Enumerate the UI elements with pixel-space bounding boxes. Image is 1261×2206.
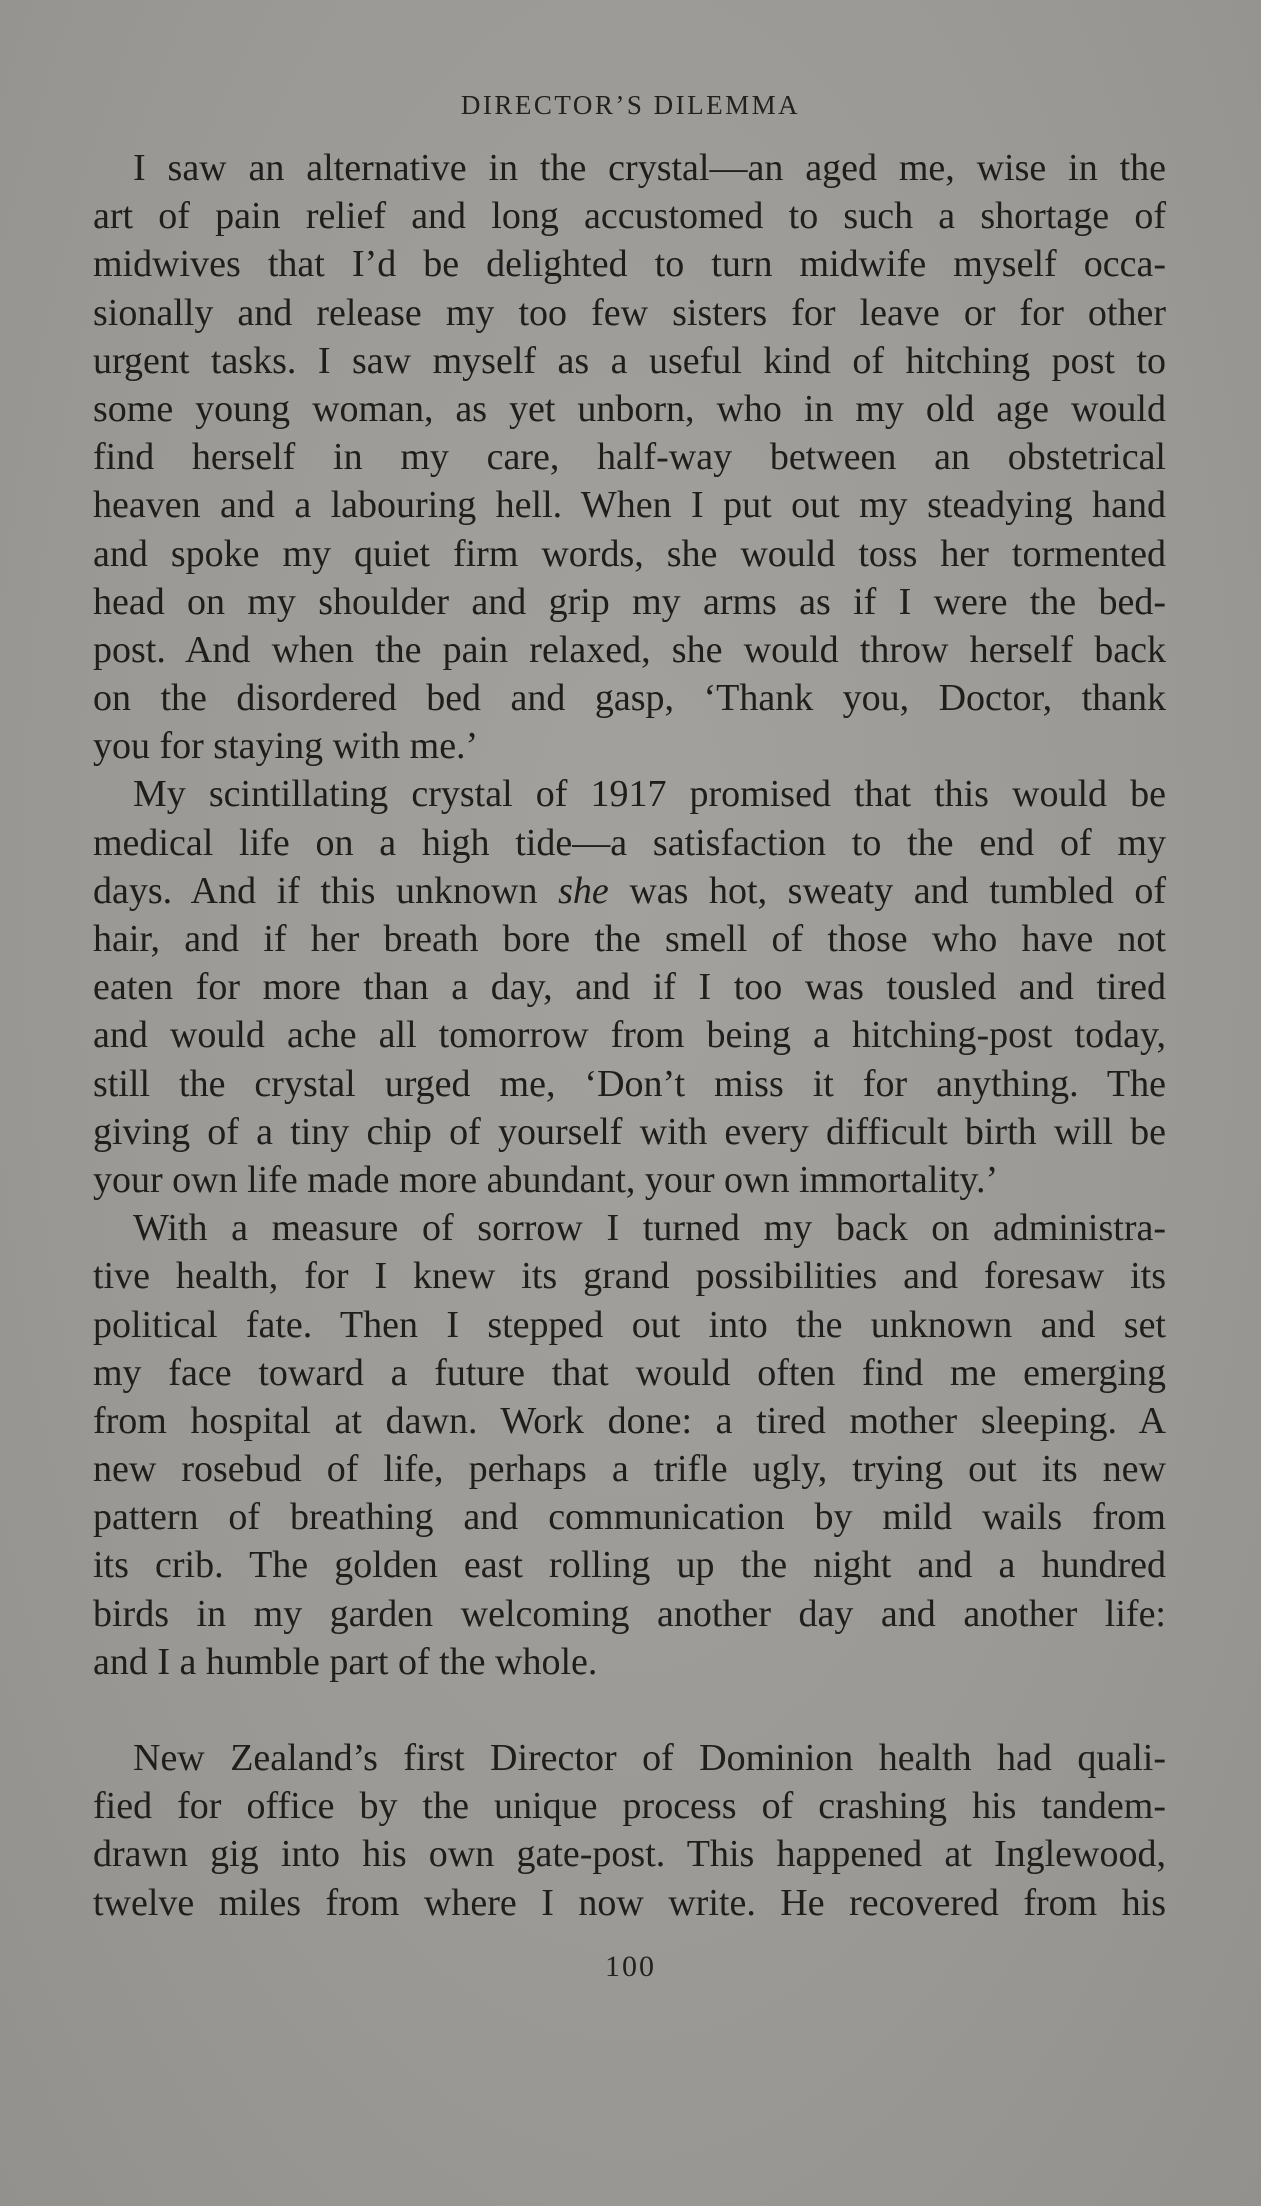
text-line: giving of a tiny chip of yourself with every difficult birth will be <box>93 1110 1166 1153</box>
text-line: twelve miles from where I now write. He recovered from his <box>93 1881 1166 1924</box>
text-line: sionally and release my too few sisters for leave or for other <box>93 291 1166 334</box>
text-line: hair, and if her breath bore the smell of those who have not <box>93 918 1166 960</box>
text-line: tive health, for I knew its grand possibilities and foresaw its <box>93 1255 1166 1298</box>
paragraph <box>93 770 1166 1204</box>
text-line: eaten for more than a day, and if I too was tousled and tired <box>93 966 1166 1009</box>
text-line: With a measure of sorrow I turned my back on administra- <box>133 1207 1166 1250</box>
paragraph <box>93 1734 1166 1927</box>
text-line: its crib. The golden east rolling up the night and a hundred <box>93 1544 1166 1587</box>
text-line: fied for office by the unique process of crashing his tandem- <box>93 1785 1166 1828</box>
text-line: political fate. Then I stepped out into the unknown and set <box>93 1303 1166 1346</box>
section-break <box>93 1686 1166 1734</box>
italic-word: she <box>558 869 609 912</box>
text-line: medical life on a high tide—a satisfaction to the end of my <box>93 821 1166 864</box>
body-text <box>93 144 1166 1927</box>
text-line: and I a humble part of the whole. <box>93 1640 598 1683</box>
text-line: drawn gig into his own gate-post. This happened at Inglewood, <box>93 1833 1166 1876</box>
paragraph <box>93 1204 1166 1686</box>
text-line: your own life made more abundant, your own immortality.’ <box>93 1158 999 1201</box>
text-line: new rosebud of life, perhaps a trifle ugly, trying out its new <box>93 1448 1166 1491</box>
text-line: heaven and a labouring hell. When I put out my steadying hand <box>93 484 1166 527</box>
text-fragment: days. And if this unknown <box>93 869 538 912</box>
text-line: find herself in my care, half-way between an obstetrical <box>93 436 1166 479</box>
text-line: you for staying with me.’ <box>93 725 479 768</box>
text-fragment: was hot, sweaty and tumbled of <box>629 869 1167 912</box>
text-line-mixed <box>93 867 1166 915</box>
text-line: still the crystal urged me, ‘Don’t miss it for anything. The <box>93 1062 1166 1105</box>
text-line: art of pain relief and long accustomed to such a shortage of <box>93 195 1166 238</box>
text-line: head on my shoulder and grip my arms as if I were the bed- <box>93 580 1166 623</box>
page-number: 100 <box>605 1950 656 1983</box>
text-line: from hospital at dawn. Work done: a tired mother sleeping. A <box>93 1399 1166 1442</box>
text-line: some young woman, as yet unborn, who in my old age would <box>93 387 1166 430</box>
text-line: New Zealand’s first Director of Dominion health had quali- <box>133 1737 1166 1779</box>
text-line: and spoke my quiet firm words, she would toss her tormented <box>93 532 1166 575</box>
text-line: on the disordered bed and gasp, ‘Thank you, Doctor, thank <box>93 677 1166 720</box>
text-line: pattern of breathing and communication by mild wails from <box>93 1496 1166 1539</box>
text-line: urgent tasks. I saw myself as a useful kind of hitching post to <box>93 339 1166 382</box>
text-line: birds in my garden welcoming another day and another life: <box>93 1592 1166 1635</box>
text-line: midwives that I’d be delighted to turn midwife myself occa- <box>93 243 1166 286</box>
text-line: and would ache all tomorrow from being a hitching-post today, <box>93 1014 1166 1057</box>
paragraph <box>93 144 1166 770</box>
running-head: DIRECTOR’S DILEMMA <box>460 90 801 120</box>
text-line: My scintillating crystal of 1917 promised that this would be <box>133 773 1166 816</box>
text-line: post. And when the pain relaxed, she would throw herself back <box>93 628 1166 671</box>
text-line: my face toward a future that would often find me emerging <box>93 1351 1166 1394</box>
text-line: I saw an alternative in the crystal—an aged me, wise in the <box>133 147 1166 189</box>
